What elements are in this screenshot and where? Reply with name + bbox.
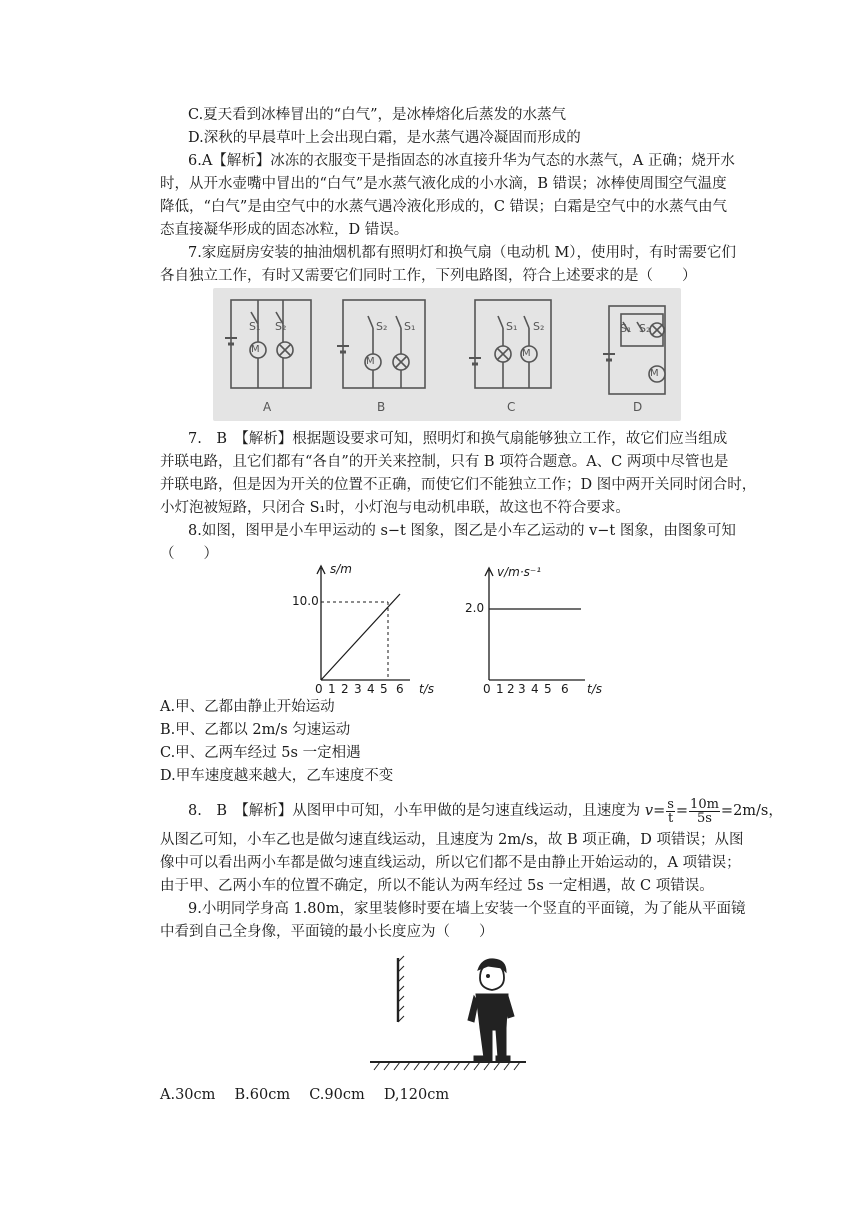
text-line: 中看到自己全身像，平面镜的最小长度应为（ ） (160, 924, 494, 940)
vt-xlabel: t/s (587, 682, 602, 696)
fraction-10m-over-5s (689, 798, 720, 825)
st-tick: 5 (380, 682, 388, 696)
text-line: 6.A【解析】冰冻的衣服变干是指固态的冰直接升华为气态的水蒸气，A 正确；烧开水 (188, 153, 735, 169)
st-xlabel: t/s (419, 682, 434, 696)
text-line: 并联电路，且它们都有“各自”的开关来控制，只有 B 项符合题意。A、C 两项中尽管也是 (160, 454, 729, 470)
circuit-label: A (263, 400, 272, 414)
st-tick: 4 (367, 682, 375, 696)
text-line: 小灯泡被短路，只闭合 S₁时，小灯泡与电动机串联，故这也不符合要求。 (160, 500, 630, 516)
st-tick: 6 (396, 682, 404, 696)
text-line: 各自独立工作，有时又需要它们同时工作，下列电路图，符合上述要求的是（ ） (160, 268, 697, 284)
text-line: C.夏天看到冰棒冒出的“白气”，是冰棒熔化后蒸发的水蒸气 (188, 107, 567, 123)
answer-8-text: 8. B 【解析】从图甲中可知，小车甲做的是匀速直线运动，且速度为 (188, 803, 645, 819)
vt-tick: 1 (496, 682, 504, 696)
vt-tick: 2 (507, 682, 515, 696)
option-line: C.甲、乙两车经过 5s 一定相遇 (160, 745, 361, 761)
text-line: 从图乙可知，小车乙也是做匀速直线运动，且速度为 2m/s，故 B 项正确，D 项错误；从图 (160, 832, 744, 848)
vt-tick: 5 (544, 682, 552, 696)
circuit-diagrams: A B C D S₁ S₂ M S₂ S₁ M S₁ S₂ M S₁ S₂ M (213, 288, 681, 421)
text-line: 9.小明同学身高 1.80m，家里装修时要在墙上安装一个竖直的平面镜，为了能从平面镜 (188, 901, 746, 917)
circuit-label: D (633, 400, 643, 414)
text-line: 8.如图，图甲是小车甲运动的 s−t 图象，图乙是小车乙运动的 v−t 图象，由图象可知 (188, 523, 736, 539)
text-line: 并联电路，但是因为开关的位置不正确，而使它们不能独立工作；D 图中两开关同时闭合时， (160, 477, 757, 493)
fraction-denominator: t (667, 810, 674, 826)
fraction-denominator: 5s (697, 810, 712, 826)
text-line: 态直接凝华形成的固态冰粒，D 错误。 (160, 222, 409, 238)
fraction-numerator: s (667, 796, 674, 812)
mirror-figure (368, 950, 528, 1075)
vt-graph (465, 560, 615, 700)
circuit-label: C (507, 400, 516, 414)
circuit-c (469, 300, 551, 388)
option-line: A.30cm B.60cm C.90cm D,120cm (160, 1087, 450, 1103)
fraction-numerator: 10m (690, 796, 719, 812)
st-tick: 1 (328, 682, 336, 696)
text-line: 由于甲、乙两小车的位置不确定，所以不能认为两车经过 5s 一定相遇，故 C 项错误。 (160, 878, 714, 894)
vt-tick: 4 (531, 682, 539, 696)
circuit-label: B (377, 400, 386, 414)
vt-tick: 6 (561, 682, 569, 696)
circuit-b (337, 300, 425, 388)
velocity-symbol: v (644, 803, 654, 819)
st-yvalue: 10.0 (292, 594, 319, 608)
st-tick: 3 (354, 682, 362, 696)
circuit-a (225, 300, 311, 388)
fraction-s-over-t (666, 798, 675, 825)
vt-yvalue: 2.0 (465, 601, 485, 615)
text-line: 7. B 【解析】根据题设要求可知，照明灯和换气扇能够独立工作，故它们应当组成 (188, 431, 728, 447)
option-line: D.甲车速度越来越大，乙车速度不变 (160, 768, 394, 784)
vt-ylabel: v/m·s⁻¹ (497, 565, 542, 579)
st-tick: 2 (341, 682, 349, 696)
text-line: （ ） (160, 546, 218, 562)
option-line: A.甲、乙都由静止开始运动 (160, 699, 335, 715)
text-line: 7.家庭厨房安装的抽油烟机都有照明灯和换气扇（电动机 M），使用时，有时需要它们 (188, 245, 737, 261)
answer-8-text: =2m/s， (720, 803, 783, 819)
option-line: B.甲、乙都以 2m/s 匀速运动 (160, 722, 351, 738)
text-line: 时，从开水壶嘴中冒出的“白气”是水蒸气液化成的小水滴，B 错误；冰棒使周围空气温度 (160, 176, 727, 192)
equals-sign: = (653, 803, 666, 819)
circuit-d (603, 306, 665, 394)
vt-tick: 3 (518, 682, 526, 696)
equals-sign: = (675, 803, 689, 819)
st-tick: 0 (315, 682, 323, 696)
text-line: D.深秋的早晨草叶上会出现白霜，是水蒸气遇冷凝固而形成的 (188, 130, 581, 146)
st-graph (292, 560, 440, 700)
st-ylabel: s/m (330, 562, 352, 576)
answer-8-line (188, 796, 783, 826)
text-line: 降低，“白气”是由空气中的水蒸气遇冷液化形成的，C 错误；白霜是空气中的水蒸气由气 (160, 199, 728, 215)
text-line: 像中可以看出两小车都是做匀速直线运动，所以它们都不是由静止开始运动的，A 项错误； (160, 855, 741, 871)
vt-tick: 0 (483, 682, 491, 696)
